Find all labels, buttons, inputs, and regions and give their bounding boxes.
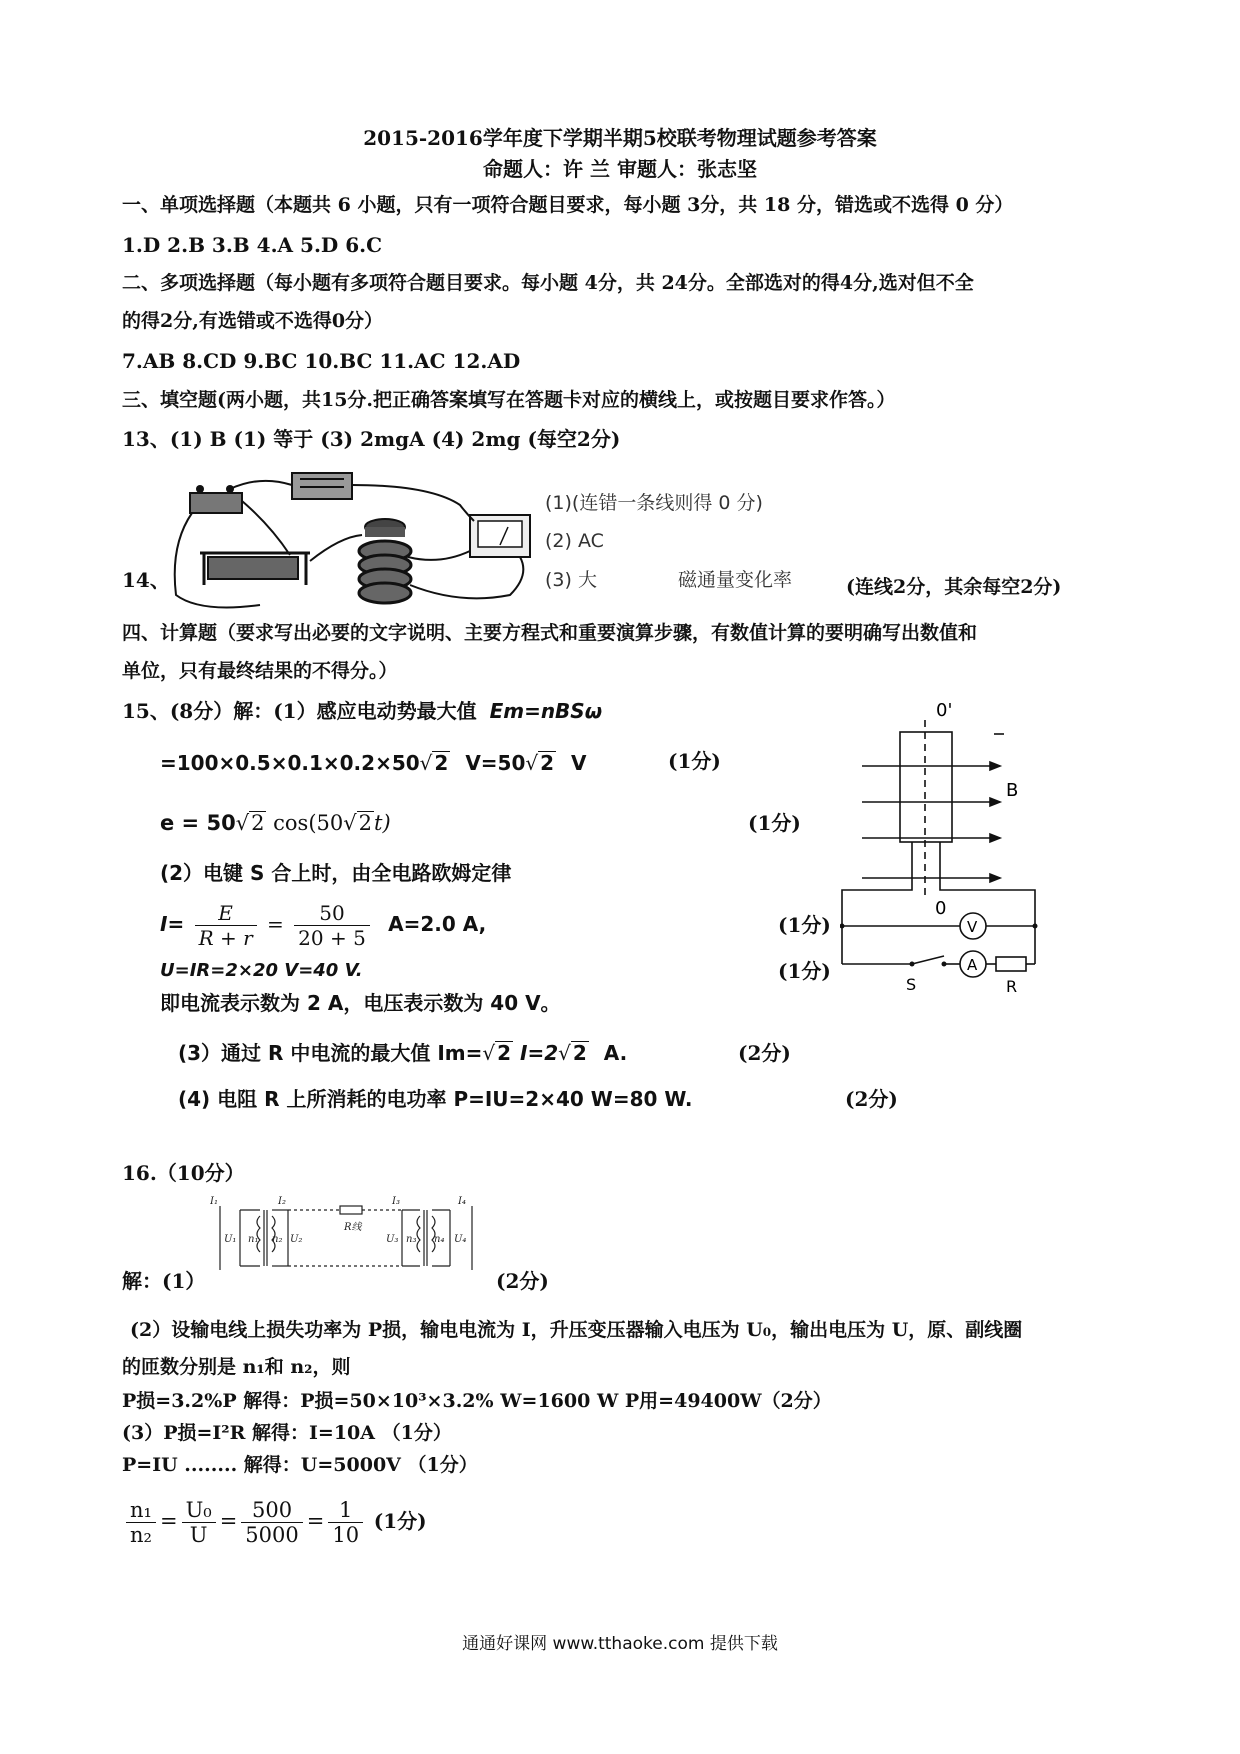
authors-line: 命题人：许 兰 审题人：张志坚 <box>483 157 757 181</box>
q15-i-lhs: I= <box>160 912 185 936</box>
q15-frac1-den: R + r <box>198 926 253 950</box>
section4-heading-line1: 四、计算题（要求写出必要的文字说明、主要方程式和重要演算步骤，有数值计算的要明确写出数值和 <box>122 622 978 644</box>
q16-transmission-diagram <box>210 1196 510 1280</box>
q15-intro <box>122 698 602 724</box>
q16-fig-n2-label: n₂ <box>272 1234 283 1245</box>
q16-ratio-frac-result <box>328 1498 363 1547</box>
q15-part3-pre: (3）通过 R 中电流的最大值 Im= <box>178 1041 483 1065</box>
q15-e-cos: cos(50 <box>273 811 344 835</box>
q16-ratio-n1: n₁ <box>126 1498 156 1523</box>
q16-ratio-frac-u <box>182 1498 216 1547</box>
q15-current-equation: I= $\frac{E}{R + r}$ = $\frac{50}{20 + 5}$ A=2.0 A, <box>160 901 487 950</box>
q16-fig-u1-label: U₁ <box>224 1234 237 1245</box>
q15-part4: (4) 电阻 R 上所消耗的电功率 P=IU=2×40 W=80 W. <box>178 1087 693 1111</box>
q16-part3-line2: P=IU ........ 解得：U=5000V （1分） <box>122 1454 478 1476</box>
q16-part2-line2: 的匝数分别是 n₁和 n₂，则 <box>122 1356 351 1378</box>
q15-frac2-num: 50 <box>294 901 370 926</box>
q16-turns-ratio: $\frac{\text{n₁}}{\text{n₂}}$ = $\frac{\text{U₀}}{U}$ = $\frac{500}{5000}$ = $\frac{1}{10}$ (1分) <box>122 1494 427 1554</box>
q14-answer-1: (1)(连错一条线则得 0 分) <box>545 492 763 514</box>
q15-em-formula: Em=nBSω <box>489 699 603 723</box>
q15-score-1: (1分) <box>668 749 721 773</box>
q16-fig-rline-label: R线 <box>344 1222 362 1233</box>
q15-fig-b-label: B <box>1006 780 1019 801</box>
q15-part2: (2）电键 S 合上时，由全电路欧姆定律 <box>160 861 512 885</box>
q15-fig-o-top-label: 0' <box>936 700 953 721</box>
q15-fig-resistor-label: R <box>1006 977 1018 996</box>
section1-answers: 1.D 2.B 3.B 4.A 5.D 6.C <box>122 233 383 257</box>
q16-ratio-10: 10 <box>332 1523 360 1547</box>
q15-score-6: (2分) <box>845 1087 898 1111</box>
q15-em-calc-pre: =100×0.5×0.1×0.2×50 <box>160 751 420 775</box>
q15-fraction-1 <box>195 901 257 950</box>
q16-fig-i3-label: I₃ <box>392 1196 400 1207</box>
q15-em-unit: V <box>571 751 587 775</box>
q15-i-result: A=2.0 A, <box>388 912 487 936</box>
q15-em-calc: =100×0.5×0.1×0.2×50√ 2 V=50√ 2 V <box>160 751 587 775</box>
q16-score-1: (2分) <box>496 1269 549 1293</box>
q15-intro-text: 15、(8分）解：(1）感应电动势最大值 <box>122 699 477 723</box>
q16-ratio-u0: U₀ <box>182 1498 216 1523</box>
section4-heading-line2: 单位，只有最终结果的不得分。） <box>122 660 398 682</box>
q16-score-4: (1分) <box>373 1509 427 1533</box>
q16-fig-i1-label: I₁ <box>210 1196 218 1207</box>
section2-answers: 7.AB 8.CD 9.BC 10.BC 11.AC 12.AD <box>122 349 521 373</box>
q15-fig-ammeter-label: A <box>967 956 978 974</box>
q16-ratio-500: 500 <box>241 1498 302 1523</box>
q14-answer-3b: 磁通量变化率 <box>678 569 793 591</box>
q15-frac1-num: E <box>195 901 257 926</box>
document-title: 2015-2016学年度下学期半期5校联考物理试题参考答案 <box>363 126 877 150</box>
q15-em-calc-mid: V=50 <box>465 751 526 775</box>
section2-heading-line2: 的得2分,有选错或不选得0分） <box>122 310 384 332</box>
q14-score: (连线2分，其余每空2分) <box>846 576 1062 598</box>
q15-fig-switch-label: S <box>906 975 917 994</box>
q16-fig-u2-label: U₂ <box>290 1234 303 1245</box>
q13-answer: 13、(1) B (1) 等于 (3) 2mgA (4) 2mg (每空2分) <box>122 427 621 451</box>
q15-score-5: (2分) <box>738 1041 791 1065</box>
footer-source: 通通好课网 www.tthaoke.com 提供下载 <box>462 1634 778 1654</box>
section3-heading: 三、填空题(两小题，共15分.把正确答案填写在答题卡对应的横线上，或按题目要求作答。） <box>122 389 896 411</box>
q15-sqrt-e: 2 <box>497 1041 512 1065</box>
q15-sqrt-f: 2 <box>572 1041 587 1065</box>
q16-ratio-n2: n₂ <box>130 1523 152 1547</box>
q14-number: 14、 <box>122 568 170 592</box>
q15-score-3: (1分) <box>778 913 831 937</box>
q16-ratio-1: 1 <box>328 1498 363 1523</box>
q14-answer-3: (3) 大 <box>545 569 597 591</box>
section2-heading-line1: 二、多项选择题（每小题有多项符合题目要求。每小题 4分，共 24分。全部选对的得4分,选对但不全 <box>122 272 974 294</box>
q15-score-4: (1分) <box>778 959 831 983</box>
q15-meter-line: 即电流表示数为 2 A，电压表示数为 40 V。 <box>160 991 561 1015</box>
q15-sqrt-b: 2 <box>540 751 555 775</box>
q15-sqrt-a: 2 <box>434 751 449 775</box>
q16-ratio-frac-val <box>241 1498 302 1547</box>
q15-part3: (3）通过 R 中电流的最大值 Im=√ 2 I=2√ 2 A. <box>178 1041 628 1065</box>
q15-e-equation: e = 50√2 cos(50√2t) <box>160 811 391 835</box>
q15-generator-circuit-diagram <box>840 700 1070 1010</box>
q15-fig-voltmeter-label: V <box>967 918 978 936</box>
q16-fig-n4-label: n₄ <box>434 1234 445 1245</box>
q16-ratio-5000: 5000 <box>245 1523 299 1547</box>
section1-heading: 一、单项选择题（本题共 6 小题，只有一项符合题目要求，每小题 3分，共 18 分，错选或不选得 0 分） <box>122 194 1014 216</box>
q16-fig-i4-label: I₄ <box>458 1196 466 1207</box>
q15-score-2: (1分) <box>748 811 801 835</box>
q14-answer-2: (2) AC <box>545 530 604 552</box>
q16-ratio-u: U <box>189 1523 208 1547</box>
q16-part2-line3: P损=3.2%P 解得：P损=50×10³×3.2% W=1600 W P用=49400W（2分） <box>122 1390 832 1412</box>
q16-part1-label: 解：(1） <box>122 1269 206 1293</box>
q16-fig-n3-label: n₃ <box>406 1234 417 1245</box>
q16-fig-u4-label: U₄ <box>454 1234 467 1245</box>
q15-u-line: U=IR=2×20 V=40 V. <box>160 960 363 981</box>
q15-fig-o-bottom-label: 0 <box>935 898 947 919</box>
q15-sqrt-d: 2 <box>358 811 373 835</box>
q16-part2-line1: (2）设输电线上损失功率为 P损，输电电流为 I，升压变压器输入电压为 U₀，输出电压为 U，原、副线圈 <box>130 1319 1023 1341</box>
q15-e-pre: e = 50 <box>160 811 236 835</box>
q16-ratio-frac-n <box>126 1498 156 1547</box>
q16-fig-i2-label: I₂ <box>278 1196 286 1207</box>
q16-title: 16.（10分） <box>122 1161 245 1185</box>
q16-fig-n1-label: n₁ <box>248 1234 259 1245</box>
q14-circuit-diagram <box>170 465 550 615</box>
q15-frac2-den: 20 + 5 <box>298 926 366 950</box>
q15-e-end: t) <box>374 811 391 835</box>
q15-fraction-2 <box>294 901 370 950</box>
q15-part3-end: A. <box>603 1041 628 1065</box>
q15-part3-mid: I=2 <box>520 1041 559 1065</box>
q15-sqrt-c: 2 <box>251 811 265 835</box>
q16-fig-u3-label: U₃ <box>386 1234 399 1245</box>
q16-part3-line1: (3）P损=I²R 解得：I=10A （1分） <box>122 1422 452 1444</box>
